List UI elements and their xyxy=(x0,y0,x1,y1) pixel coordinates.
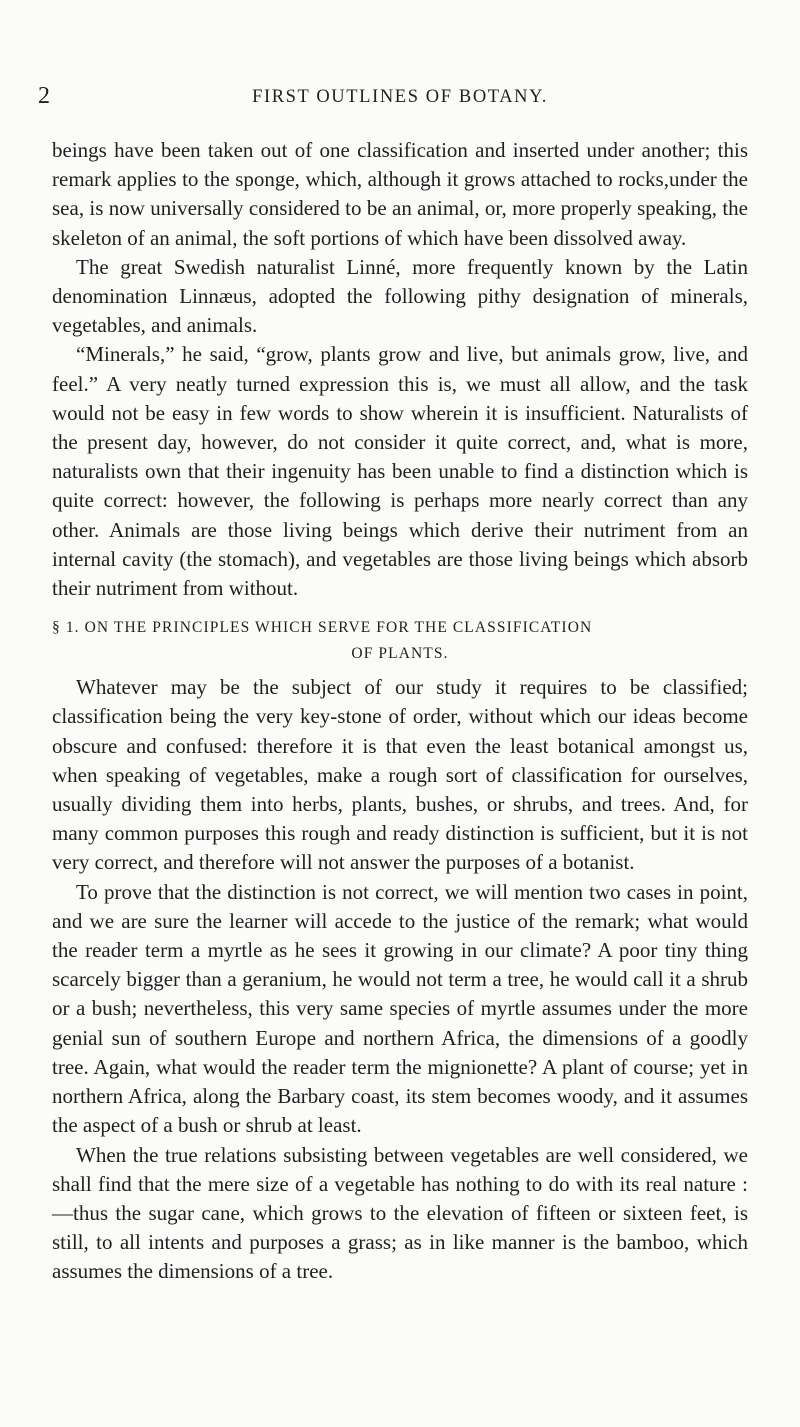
running-title: FIRST OUTLINES OF BOTANY. xyxy=(252,87,548,107)
paragraph-classification: Whatever may be the subject of our study it requires to be classified; classification being the very key-stone of order, without which our ideas become obscure and confused: therefore it is that even the least botanical amongst us, when speaking of vegetables, make a rough sort of classification for ourselves, usually dividing them into herbs, plants, bushes, or shrubs, and trees. And, for many common purposes this rough and ready distinction is sufficient, but it is not very correct, and therefore will not answer the purposes of a botanist. xyxy=(52,675,748,875)
section-heading-line-2: OF PLANTS. xyxy=(351,645,449,663)
running-header xyxy=(38,82,762,110)
section-heading-line-1: § 1. ON THE PRINCIPLES WHICH SERVE FOR THE CLASSIFICATION xyxy=(52,619,593,637)
paragraph-linnaeus: The great Swedish naturalist Linné, more frequently known by the Latin denomination Linnæus, adopted the following pithy designation of minerals, vegetables, and animals. xyxy=(52,254,748,338)
paragraph-myrtle: To prove that the distinction is not correct, we will mention two cases in point, and we are sure the learner will accede to the justice of the remark; what would the reader term a myrtle as he sees it growing in our climate? A poor tiny thing scarcely bigger than a geranium, he would not term a tree, he would call it a shrub or a bush; nevertheless, this very same species of myrtle assumes under the more genial sun of southern Europe and northern Africa, the dimensions of a goodly tree. Again, what would the reader term the mignionette? A plant of course; yet in northern Africa, along the Barbary coast, its stem becomes woody, and it assumes the aspect of a bush or shrub at least. xyxy=(52,879,748,1138)
paragraph-continuation: beings have been taken out of one classification and inserted under another; this remark applies to the sponge, which, although it grows attached to rocks,under the sea, is now universally considered to be an animal, or, more properly speaking, the skeleton of an animal, the soft portions of which have been dissolved away. xyxy=(52,138,748,250)
section-heading xyxy=(52,615,748,667)
page-number: 2 xyxy=(38,83,50,109)
body-text xyxy=(52,136,748,1287)
paragraph-minerals-quote: “Minerals,” he said, “grow, plants grow and live, but animals grow, live, and feel.” A very neatly turned expression this is, we must all allow, and the task would not be easy in few words to show wherein it is insufficient. Naturalists of the present day, however, do not consider it quite correct, and, what is more, naturalists own that their ingenuity has been unable to find a distinction which is quite correct: however, the following is perhaps more nearly correct than any other. Animals are those living beings which derive their nutriment from an internal cavity (the stomach), and vegetables are those living beings which absorb their nutriment from without. xyxy=(52,342,748,601)
paragraph-size: When the true relations subsisting between vegetables are well considered, we shall find that the mere size of a vegetable has nothing to do with its real nature :—thus the sugar cane, which grows to the elevation of fifteen or sixteen feet, is still, to all intents and purposes a grass; as in like manner is the bamboo, which assumes the dimensions of a tree. xyxy=(52,1142,748,1284)
